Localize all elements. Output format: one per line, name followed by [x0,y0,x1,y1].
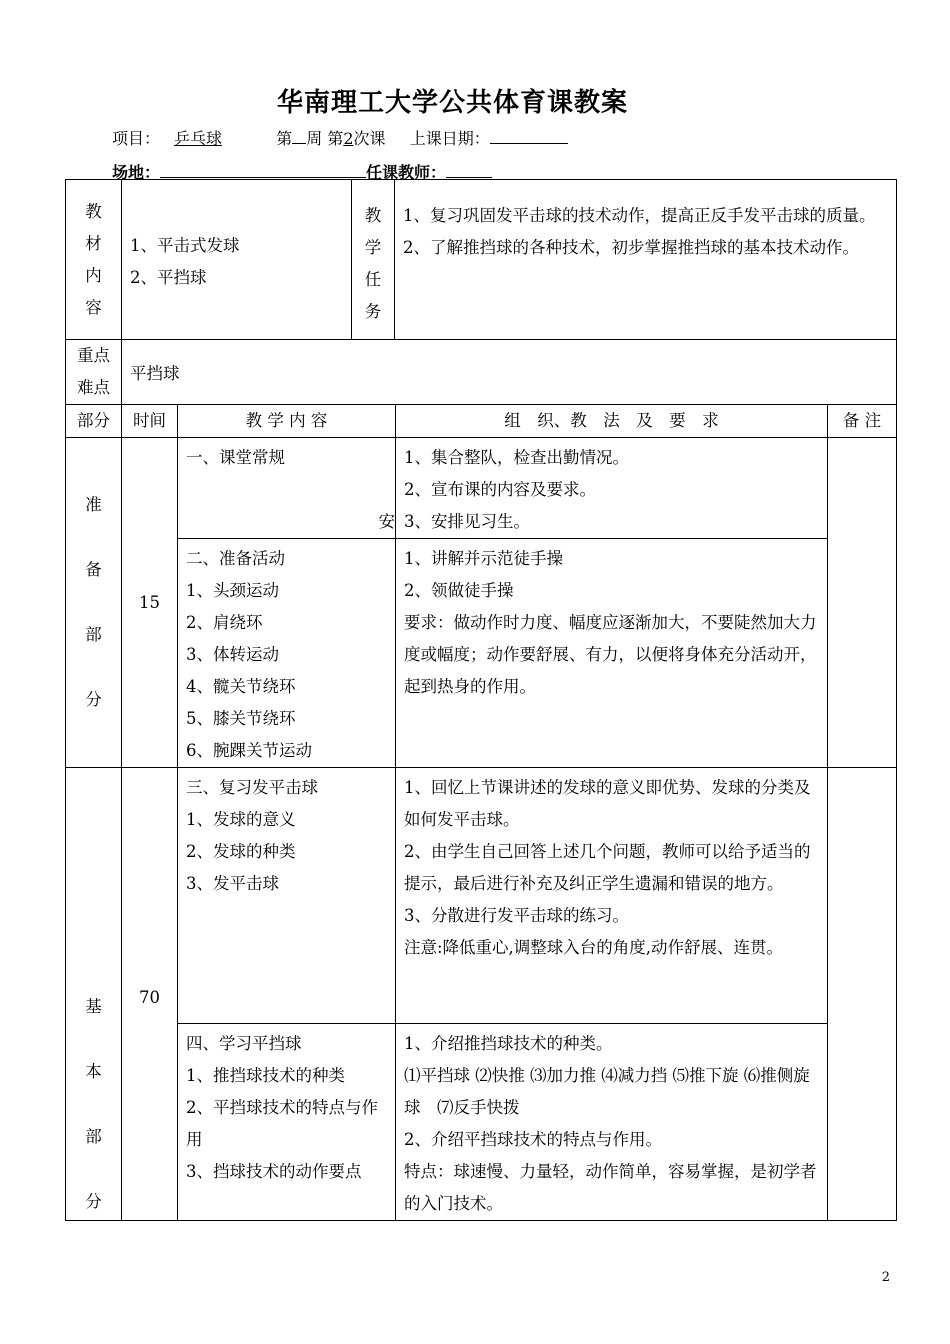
task-label: 教 学 任 务 [352,180,395,340]
week-prefix: 第 [276,129,293,148]
prep-time: 15 [122,438,178,768]
basic-method-2: 1、介绍推挡球技术的种类。 ⑴平挡球 ⑵快推 ⑶加力推 ⑷减力挡 ⑸推下旋 ⑹推侧旋球 ⑺反手快拨 2、介绍平挡球技术的特点与作用。 特点：球速慢、力量轻，动作简单，容易掌握，是初学者的入门技术。 [396,1024,828,1221]
basic-notes [828,768,897,1221]
basic-content-2: 四、学习平挡球 1、推挡球技术的种类 2、平挡球技术的特点与作用 3、挡球技术的动作要点 [178,1024,396,1221]
page-number: 2 [881,1270,890,1285]
project-label: 项目： [112,129,161,148]
teacher-label: 任课教师： [366,163,447,182]
key-label: 重点 难点 [66,340,122,405]
prep-method-1: 1、集合整队，检查出勤情况。 2、宣布课的内容及要求。 3、安排见习生。 [396,438,828,539]
venue-label: 场地： [112,163,161,182]
material-label: 教 材 内 容 [66,180,122,340]
task-content: 1、复习巩固发平击球的技术动作，提高正反手发平击球的质量。 2、了解推挡球的各种技术，初步掌握推挡球的基本技术动作。 [395,180,897,340]
prep-method-2: 1、讲解并示范徒手操 2、领做徒手操 要求：做动作时力度、幅度应逐渐加大，不要陡然加大力度或幅度；动作要舒展、有力，以便将身体充分活动开，起到热身的作用。 [396,539,828,768]
material-content: 1、平击式发球 2、平挡球 [122,180,352,340]
basic-section-label: 基 本 部 分 [66,768,122,1221]
lesson-number: 2 [343,129,354,148]
header-line [112,126,568,149]
basic-method-1: 1、回忆上节课讲述的发球的意义即优势、发球的分类及如何发平击球。 2、由学生自己回答上述几个问题，教师可以给予适当的提示，最后进行补充及纠正学生遗漏和错误的地方。 3、分散进行发平击球的练习。 注意:降低重心,调整球入台的角度,动作舒展、连贯。 [396,768,828,1024]
header-method: 组 织、教 法 及 要 求 [396,405,828,438]
page-title: 华南理工大学公共体育课教案 [276,88,628,118]
header-notes: 备 注 [828,405,897,438]
date-label: 上课日期： [409,129,490,148]
lesson-table [65,404,897,1221]
week-suffix: 周 第 [306,129,344,148]
overview-table [65,179,897,405]
header-time: 时间 [122,405,178,438]
stray-char: 安 [378,512,395,531]
basic-content-1: 三、复习发平击球 1、发球的意义 2、发球的种类 3、发平击球 [178,768,396,1024]
prep-content-2: 二、准备活动 1、头颈运动 2、肩绕环 3、体转运动 4、髋关节绕环 5、膝关节绕环 6、腕踝关节运动 [178,539,396,768]
header-content: 教 学 内 容 [178,405,396,438]
header-part: 部分 [66,405,122,438]
basic-time: 70 [122,768,178,1221]
prep-notes [828,438,897,768]
lesson-suffix: 次课 [353,129,386,148]
project-value: 乒乓球 [174,129,223,148]
key-value: 平挡球 [122,340,897,405]
prep-content-1: 一、课堂常规 安 [178,438,396,539]
prep-section-label: 准 备 部 分 [66,438,122,768]
